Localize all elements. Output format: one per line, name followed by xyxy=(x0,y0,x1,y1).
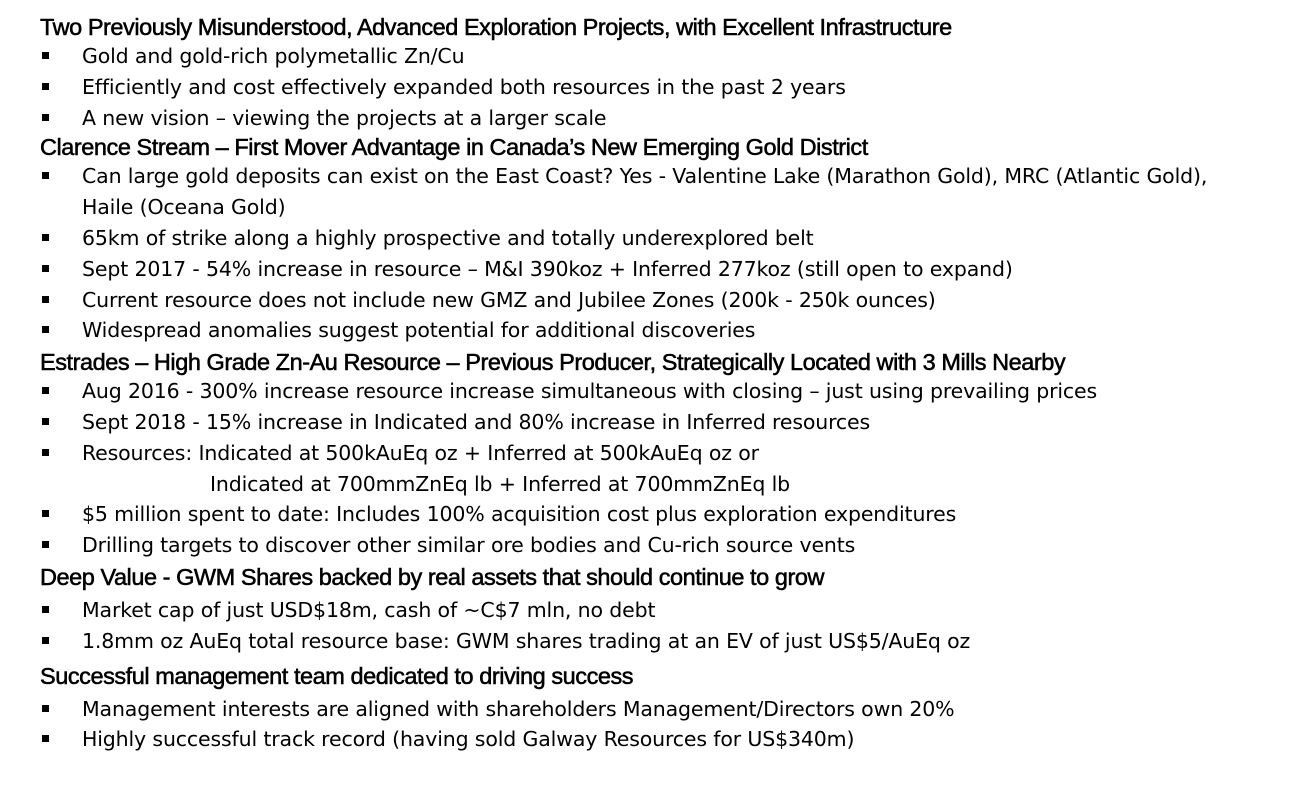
square-bullet-icon xyxy=(42,114,49,121)
square-bullet-icon xyxy=(42,418,49,425)
list-item-text: Resources: Indicated at 500kAuEq oz + Inferred at 500kAuEq oz or xyxy=(82,440,759,465)
document-body xyxy=(40,0,1300,755)
section-estrades xyxy=(40,348,1300,561)
section-management xyxy=(40,662,1300,756)
list-item-text: Highly successful track record (having sold Galway Resources for US$340m) xyxy=(82,727,855,752)
list-item-text: Can large gold deposits can exist on the East Coast? Yes - Valentine Lake (Marathon Gold), MRC (Atlantic Gold), xyxy=(82,164,1208,189)
list-item xyxy=(40,407,1300,438)
list-item-text: Sept 2017 - 54% increase in resource – M&I 390koz + Inferred 277koz (still open to expand) xyxy=(82,256,1013,281)
list-item-text: Drilling targets to discover other similar ore bodies and Cu-rich source vents xyxy=(82,533,856,558)
list-item xyxy=(40,530,1300,561)
list-item xyxy=(40,315,1300,346)
list-item xyxy=(40,161,1300,223)
square-bullet-icon xyxy=(42,541,49,548)
square-bullet-icon xyxy=(42,387,49,394)
list-item xyxy=(40,724,1300,755)
list-item-text: Widespread anomalies suggest potential for additional discoveries xyxy=(82,318,756,343)
list-item-text: Sept 2018 - 15% increase in Indicated and 80% increase in Inferred resources xyxy=(82,409,871,434)
list-item xyxy=(40,223,1300,254)
bullet-list xyxy=(40,376,1300,561)
list-item-text: Management interests are aligned with shareholders Management/Directors own 20% xyxy=(82,696,955,721)
square-bullet-icon xyxy=(42,510,49,517)
list-item-text: $5 million spent to date: Includes 100% acquisition cost plus exploration expenditures xyxy=(82,502,957,527)
square-bullet-icon xyxy=(42,83,49,90)
square-bullet-icon xyxy=(42,637,49,644)
section-projects xyxy=(40,0,1300,133)
section-deep-value xyxy=(40,563,1300,657)
section-heading: Estrades – High Grade Zn-Au Resource – Previous Producer, Strategically Located with 3 Mills Nearby xyxy=(40,349,1066,376)
list-item-text: Aug 2016 - 300% increase resource increase simultaneous with closing – just using prevailing prices xyxy=(82,379,1098,404)
list-item xyxy=(40,285,1300,316)
list-item xyxy=(40,595,1300,626)
list-item-continuation: Haile (Oceana Gold) xyxy=(82,195,286,220)
square-bullet-icon xyxy=(42,265,49,272)
square-bullet-icon xyxy=(42,606,49,613)
section-heading: Two Previously Misunderstood, Advanced Exploration Projects, with Excellent Infrastructure xyxy=(40,14,952,40)
list-item-text: 65km of strike along a highly prospective and totally underexplored belt xyxy=(82,225,814,250)
section-heading: Successful management team dedicated to driving success xyxy=(40,662,634,689)
list-item xyxy=(40,694,1300,725)
list-item-text: Current resource does not include new GMZ and Jubilee Zones (200k - 250k ounces) xyxy=(82,287,936,312)
section-heading: Clarence Stream – First Mover Advantage in Canada’s New Emerging Gold District xyxy=(40,134,868,161)
bullet-list xyxy=(40,41,1300,133)
list-item-text: 1.8mm oz AuEq total resource base: GWM shares trading at an EV of just US$5/AuEq oz xyxy=(82,628,971,653)
square-bullet-icon xyxy=(42,326,49,333)
square-bullet-icon xyxy=(42,172,49,179)
square-bullet-icon xyxy=(42,735,49,742)
list-item xyxy=(40,626,1300,657)
list-item xyxy=(40,376,1300,407)
list-item-text: A new vision – viewing the projects at a larger scale xyxy=(82,105,607,130)
list-item xyxy=(40,254,1300,285)
square-bullet-icon xyxy=(42,296,49,303)
list-item xyxy=(40,72,1300,103)
square-bullet-icon xyxy=(42,52,49,59)
list-item xyxy=(40,499,1300,530)
square-bullet-icon xyxy=(42,705,49,712)
square-bullet-icon xyxy=(42,449,49,456)
section-heading: Deep Value - GWM Shares backed by real assets that should continue to grow xyxy=(40,563,824,590)
list-item-text: Gold and gold-rich polymetallic Zn/Cu xyxy=(82,44,465,68)
bullet-list xyxy=(40,595,1300,657)
list-item xyxy=(40,41,1300,72)
bullet-list xyxy=(40,694,1300,756)
list-item-text: Efficiently and cost effectively expanded both resources in the past 2 years xyxy=(82,74,846,99)
list-item xyxy=(40,103,1300,134)
list-item xyxy=(40,438,1300,500)
list-item-continuation: Indicated at 700mmZnEq lb + Inferred at 700mmZnEq lb xyxy=(210,471,791,496)
square-bullet-icon xyxy=(42,234,49,241)
list-item-text: Market cap of just USD$18m, cash of ~C$7 mln, no debt xyxy=(82,597,656,622)
bullet-list xyxy=(40,161,1300,346)
section-clarence-stream xyxy=(40,133,1300,346)
